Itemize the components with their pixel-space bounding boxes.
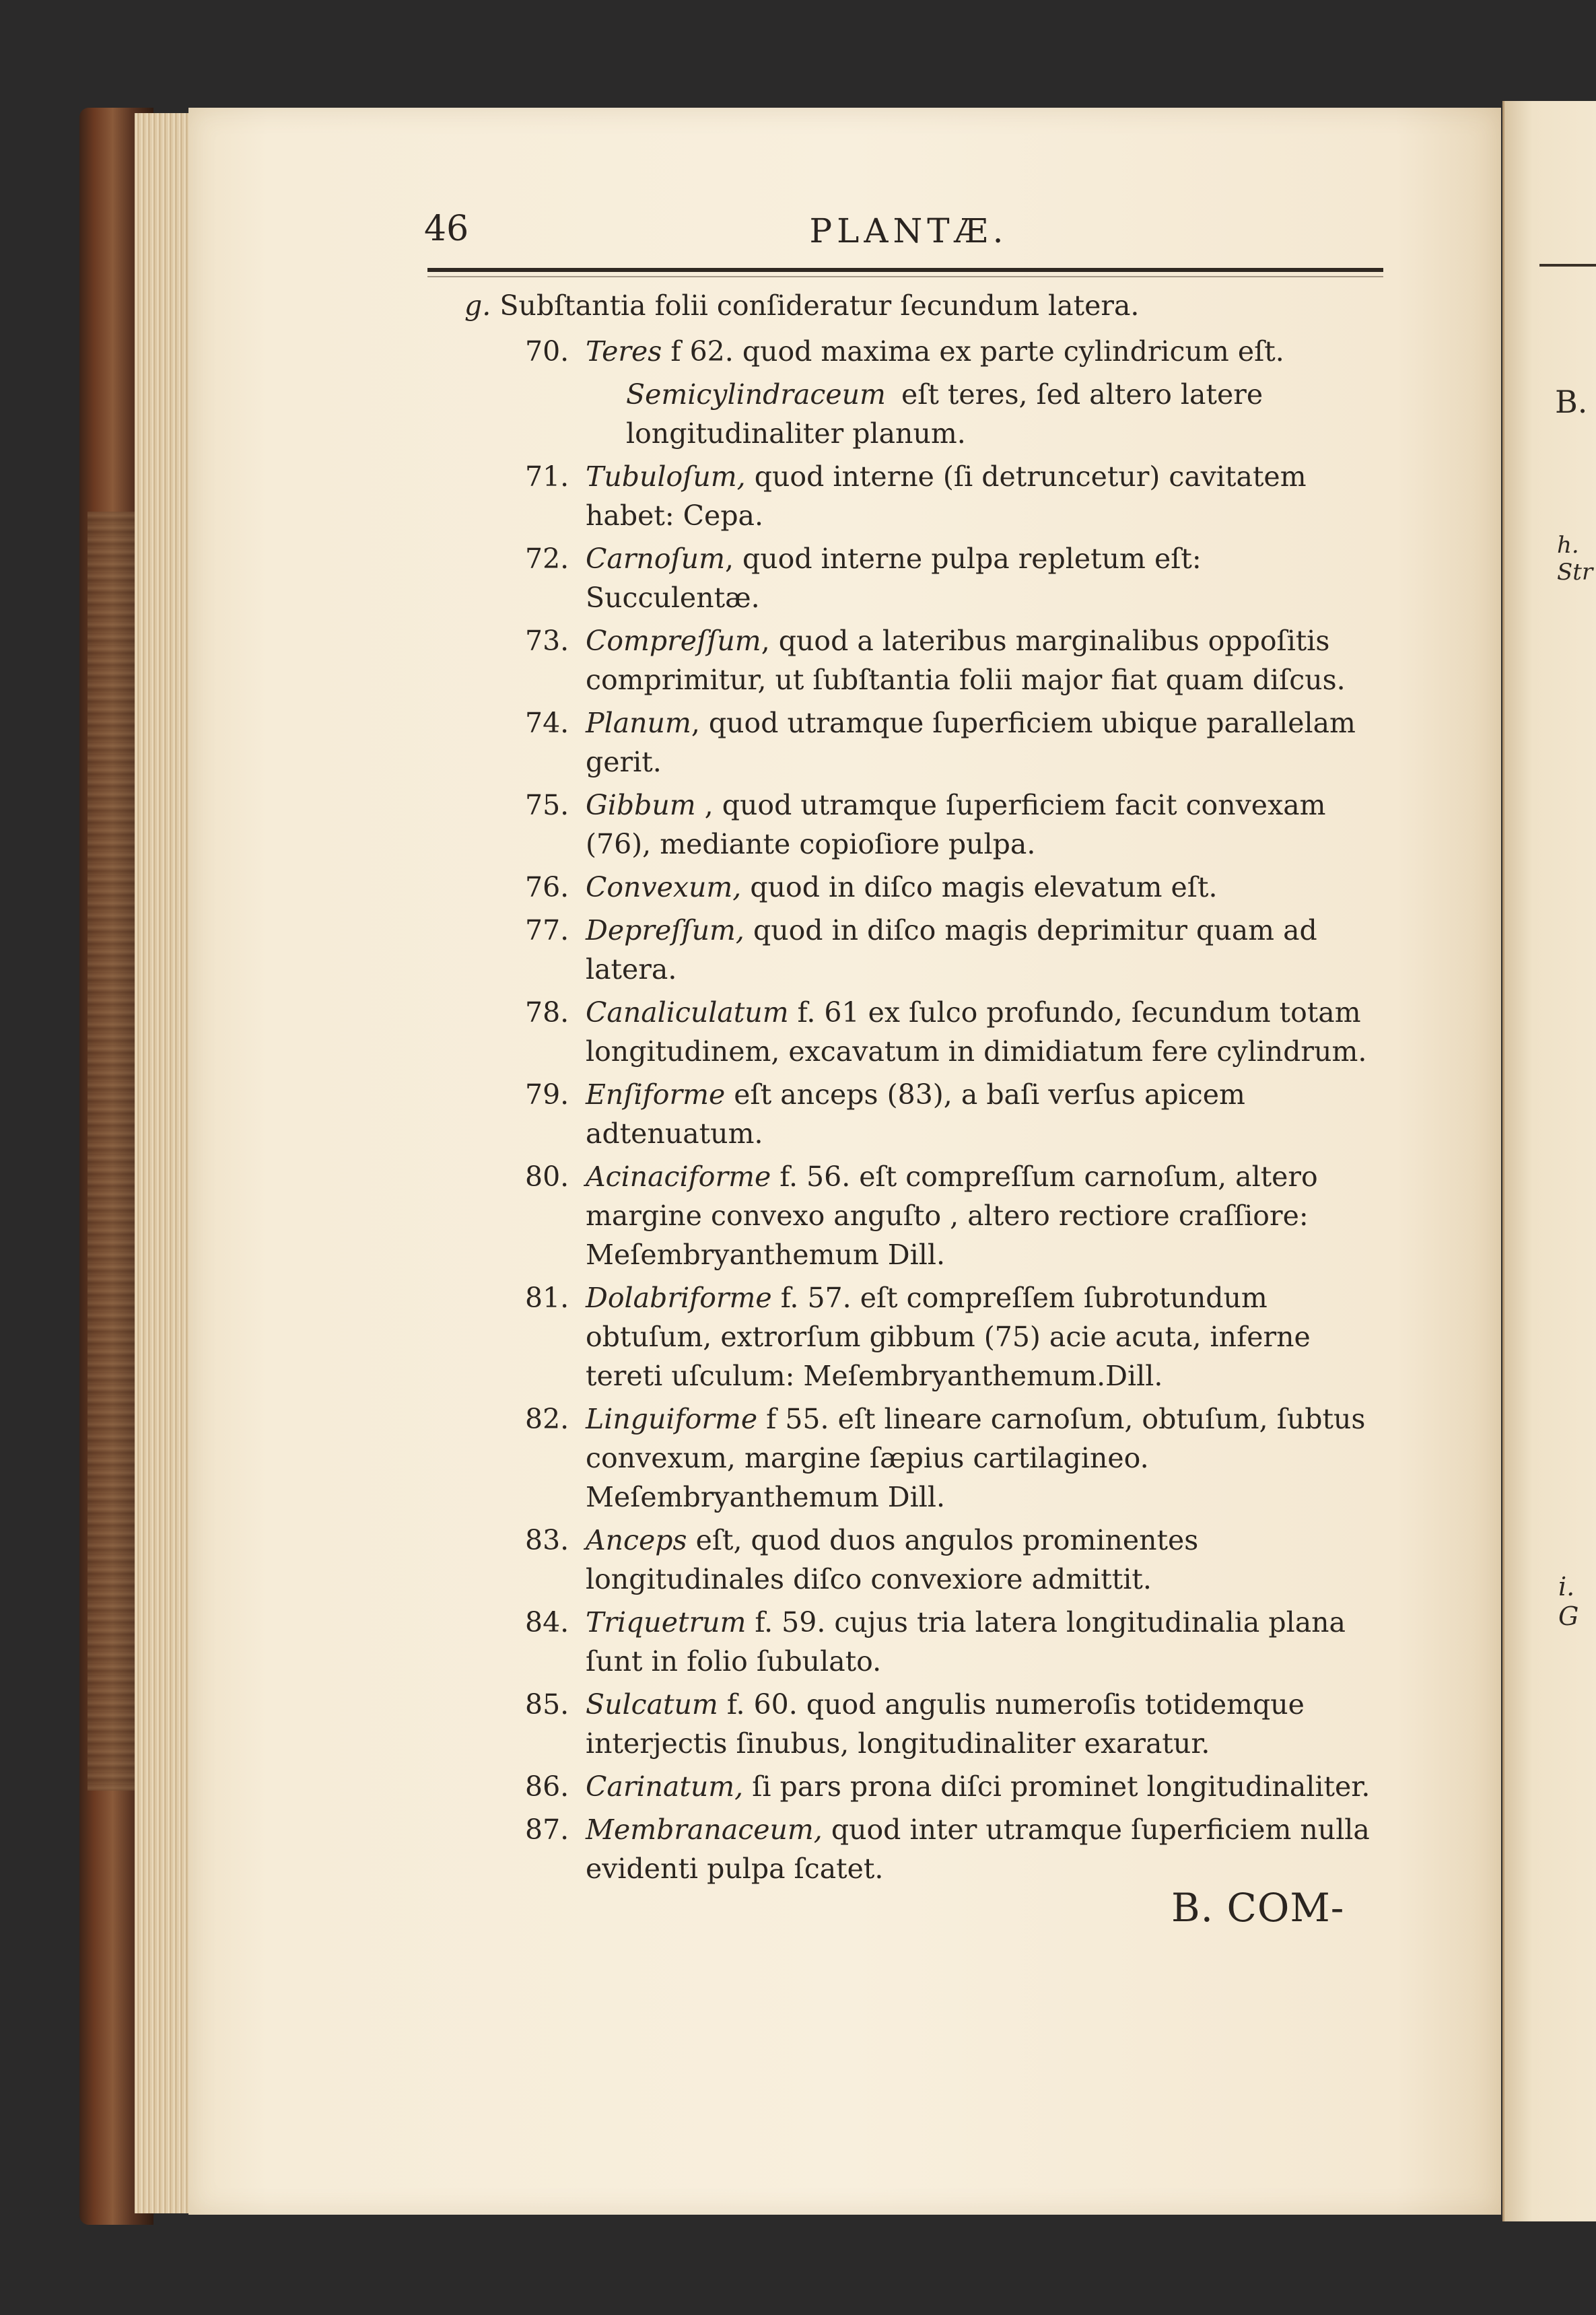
section-heading [464,286,1380,325]
entry-term: Carnoſum [586,543,725,575]
entry-term: Teres [586,335,662,368]
entry-text: eſt anceps (83), a baſi verſus apicem adtenuatum. [586,1078,1245,1150]
list-item [464,332,1380,371]
entry-text: f. 61 ex ſulco profundo, ſecundum totam longitudinem, excavatum in dimidiatum fere cylindrum. [586,996,1367,1068]
entry-term: Dolabriforme [586,1282,772,1314]
list-item [464,1767,1380,1806]
entry-term: Anceps [586,1524,687,1556]
entry-number: 86. [525,1770,569,1803]
entry-term: Semicylindraceum [626,378,886,411]
entry-term: Sulcatum [586,1688,718,1721]
page-number: 46 [424,209,469,249]
entry-term: Canaliculatum [586,996,789,1029]
section-text: Subſtantia folii conſideratur ſecundum latera. [499,289,1140,322]
entry-term: Enſiforme [586,1078,726,1111]
entry-term: Tubuloſum, [586,460,746,493]
entry-term: Triquetrum [586,1606,747,1638]
facing-page-fragment: h. Str [1557,532,1593,586]
entry-text: f. 57. eſt compreſſem ſubrotundum obtuſum, extrorſum gibbum (75) acie acuta, inferne tereti uſculum: Meſembryanthemum.Dill. [586,1282,1311,1392]
entry-number: 84. [525,1606,569,1638]
entry-text: , quod a lateribus marginalibus oppoſitis comprimitur, ut ſubſtantia folii major fiat quam diſcus. [586,625,1346,696]
entry-text: , quod utramque ſuperficiem ubique parallelam gerit. [586,707,1356,778]
list-item [464,1810,1380,1888]
list-item [464,786,1380,864]
entry-term: Compreſſum [586,625,761,657]
entry-term: Linguiforme [586,1403,758,1435]
entry-number: 83. [525,1524,569,1556]
entry-number: 82. [525,1403,569,1435]
list-item [464,621,1380,699]
entry-text: f. 56. eſt compreſſum carnoſum, altero margine convexo anguſto , altero rectiore craſſiore: Meſembryanthemum Dill. [586,1161,1318,1271]
cover-texture [88,512,135,1791]
entry-number: 72. [525,543,569,575]
entry-text: quod in diſco magis deprimitur quam ad latera. [586,914,1317,986]
entry-number: 77. [525,914,569,946]
entry-text: , quod interne pulpa repletum eſt: Succulentæ. [586,543,1202,614]
entry-term: Depreſſum, [586,914,744,946]
list-item [464,375,1380,453]
entry-list [464,332,1380,1888]
page-body [464,286,1380,1892]
list-item [464,1157,1380,1274]
entry-text: f. 59. cujus tria latera longitudinalia plana ſunt in folio ſubulato. [586,1606,1346,1678]
entry-number: 78. [525,996,569,1029]
entry-number: 76. [525,871,569,903]
entry-number: 70. [525,335,569,368]
entry-term: Membranaceum, [586,1813,823,1846]
entry-number: 87. [525,1813,569,1846]
list-item [464,539,1380,617]
entry-text: f 62. quod maxima ex parte cylindricum eſt. [662,335,1284,368]
entry-text: quod interne (ſi detruncetur) cavitatem habet: Cepa. [586,460,1307,532]
entry-number: 74. [525,707,569,739]
list-item [464,1521,1380,1599]
entry-number: 71. [525,460,569,493]
entry-text: f. 60. quod angulis numeroſis totidemque interjectis ſinubus, longitudinaliter exaratur. [586,1688,1305,1760]
entry-number: 75. [525,789,569,821]
entry-number: 73. [525,625,569,657]
entry-text: ſi pars prona diſci prominet longitudinaliter. [743,1770,1371,1803]
facing-page [1502,101,1596,2221]
catchword: B. COM- [1171,1885,1345,1931]
header-rule [427,268,1383,272]
entry-term: Carinatum, [586,1770,744,1803]
entry-number: 79. [525,1078,569,1111]
entry-text: quod in diſco magis elevatum eſt. [741,871,1218,903]
list-item [464,457,1380,535]
list-item [464,868,1380,907]
entry-term: Planum [586,707,691,739]
list-item [464,911,1380,989]
list-item [464,1075,1380,1153]
entry-number: 85. [525,1688,569,1721]
facing-page-fragment: i. G [1558,1572,1579,1631]
facing-page-rule [1539,264,1596,267]
entry-text: eſt teres, ſed altero latere longitudinaliter planum. [626,378,1263,450]
entry-text: eſt, quod duos angulos prominentes longitudinales diſco convexiore admittit. [586,1524,1199,1595]
entry-text: f 55. eſt lineare carnoſum, obtuſum, ſubtus convexum, margine ſæpius cartilagineo. Meſembryanthemum Dill. [586,1403,1366,1513]
page-title: PLANTÆ. [809,211,1008,250]
list-item [464,993,1380,1071]
entry-number: 80. [525,1161,569,1193]
entry-text: quod inter utramque ſuperficiem nulla evidenti pulpa ſcatet. [586,1813,1370,1885]
header-rule-thin [427,276,1383,277]
list-item [464,1603,1380,1681]
running-head [424,209,1393,256]
entry-term: Acinaciforme [586,1161,771,1193]
entry-text: , quod utramque ſuperficiem facit convexam (76), mediante copioſiore pulpa. [586,789,1326,860]
list-item [464,1278,1380,1395]
list-item [464,1685,1380,1763]
entry-number: 81. [525,1282,569,1314]
facing-page-fragment: B. [1555,384,1588,420]
entry-term: Convexum, [586,871,742,903]
list-item [464,703,1380,782]
entry-term: Gibbum [586,789,696,821]
section-letter: g. [464,289,491,322]
list-item [464,1400,1380,1517]
